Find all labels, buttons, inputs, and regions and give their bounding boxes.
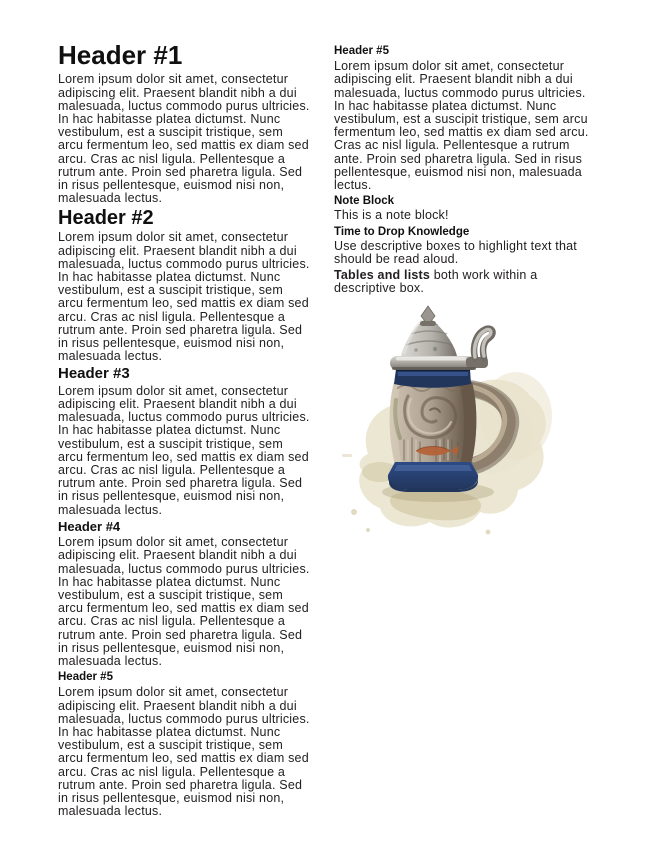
note-block-text: This is a note block! — [334, 208, 449, 223]
lorem-paragraph: Lorem ipsum dolor sit amet, consectetur adipiscing elit. Praesent blandit nibh a dui malesuada, luctus commodo purus ultricies. In hac habitasse platea dictumst. Nunc vestibulum, est a suscipit tristique, sem arcu fermentum leo, sed mattis ex diam sed arcu. Cras ac nisl ligula. Pellentesque a rutrum ante. Proin sed pharetra ligula. Sed in risus pellentesque, euismod nisi non, malesuada lectus. — [58, 72, 310, 206]
stein-neck-band — [394, 369, 471, 388]
lorem-paragraph: Lorem ipsum dolor sit amet, consectetur adipiscing elit. Praesent blandit nibh a dui malesuada, luctus commodo purus ultricies. In hac habitasse platea dictumst. Nunc vestibulum, est a suscipit tristique, sem arcu fermentum leo, sed mattis ex diam sed arcu. Cras ac nisl ligula. Pellentesque a rutrum ante. Proin sed pharetra ligula. Sed in risus pellentesque, euismod nisi non, malesuada lectus. — [58, 685, 310, 819]
header-2-heading: Header #2 — [58, 207, 154, 230]
tables-lists-line — [334, 269, 596, 295]
stein-figure — [338, 304, 596, 549]
tables-lists-rest: both work within a descriptive box. — [334, 268, 538, 296]
drop-knowledge-text: Use descriptive boxes to highlight text that should be read aloud. — [334, 238, 577, 267]
stein-finial — [420, 306, 436, 326]
header-1-heading: Header #1 — [58, 40, 183, 70]
left-column — [58, 42, 310, 844]
note-block-heading: Note Block — [334, 195, 395, 208]
header-5-heading: Header #5 — [58, 671, 113, 684]
stein-foot — [388, 462, 478, 492]
lorem-paragraph: Lorem ipsum dolor sit amet, consectetur adipiscing elit. Praesent blandit nibh a dui malesuada, luctus commodo purus ultricies. In hac habitasse platea dictumst. Nunc vestibulum, est a suscipit tristique, sem arcu fermentum leo, sed mattis ex diam sed arcu. Cras ac nisl ligula. Pellentesque a rutrum ante. Proin sed pharetra ligula. Sed in risus pellentesque, euismod nisi non, malesuada lectus. — [58, 535, 310, 669]
drop-knowledge-heading: Time to Drop Knowledge — [334, 225, 470, 238]
stein-thumblift — [474, 328, 493, 357]
header-4-heading: Header #4 — [58, 518, 121, 534]
header-5-right-heading: Header #5 — [334, 45, 389, 57]
lorem-paragraph: Lorem ipsum dolor sit amet, consectetur adipiscing elit. Praesent blandit nibh a dui malesuada, luctus commodo purus ultricies. In hac habitasse platea dictumst. Nunc vestibulum, est a suscipit tristique, sem arcu fermentum leo, sed mattis ex diam sed arcu. Cras ac nisl ligula. Pellentesque a rutrum ante. Proin sed pharetra ligula. Sed in risus pellentesque, euismod nisi non, malesuada lectus. — [58, 383, 310, 517]
header-3-heading: Header #3 — [58, 365, 130, 383]
lorem-paragraph: Lorem ipsum dolor sit amet, consectetur adipiscing elit. Praesent blandit nibh a dui malesuada, luctus commodo purus ultricies. In hac habitasse platea dictumst. Nunc vestibulum, est a suscipit tristique, sem arcu fermentum leo, sed mattis ex diam sed arcu. Cras ac nisl ligula. Pellentesque a rutrum ante. Proin sed pharetra ligula. Sed in risus pellentesque, euismod nisi non, malesuada lectus. — [334, 59, 589, 193]
stein-body — [390, 382, 477, 464]
right-column — [334, 42, 596, 844]
lorem-paragraph: Lorem ipsum dolor sit amet, consectetur adipiscing elit. Praesent blandit nibh a dui malesuada, luctus commodo purus ultricies. In hac habitasse platea dictumst. Nunc vestibulum, est a suscipit tristique, sem arcu fermentum leo, sed mattis ex diam sed arcu. Cras ac nisl ligula. Pellentesque a rutrum ante. Proin sed pharetra ligula. Sed in risus pellentesque, euismod nisi non, malesuada lectus. — [58, 230, 310, 364]
tables-lists-bold: Tables and lists — [334, 268, 431, 283]
stein-illustration — [338, 304, 618, 544]
